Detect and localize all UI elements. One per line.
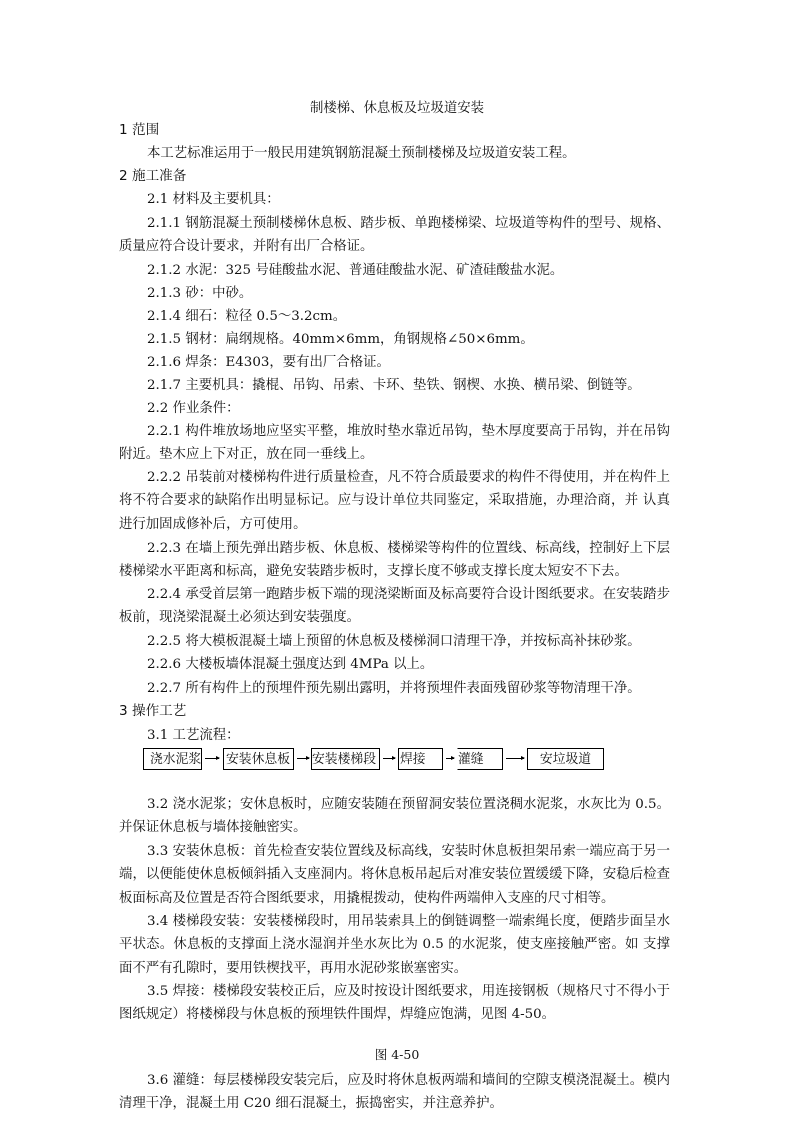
section-heading-preparation: 2 施工准备 — [119, 168, 187, 184]
flow-step: 浇水泥浆 — [143, 748, 202, 770]
paragraph: 2.1.2 水泥：325 号硅酸盐水泥、普通硅酸盐水泥、矿渣硅酸盐水泥。 — [147, 263, 564, 278]
arrow-right-icon — [383, 758, 395, 759]
arrow-right-icon — [297, 758, 309, 759]
paragraph: 3.1 工艺流程： — [147, 728, 240, 743]
paragraph: 3.6 灌缝：每层楼梯段安装完后，应及时将休息板两端和墙间的空隙支模浇混凝土。模内清理干净，混凝土用 C20 细石混凝土，振捣密实，并注意养护。 — [119, 1073, 670, 1112]
paragraph: 2.1.6 焊条：E4303，要有出厂合格证。 — [147, 355, 390, 370]
figure-caption: 图 4-50 — [374, 1047, 420, 1062]
paragraph: 3.4 楼梯段安装：安装楼梯段时，用吊装索具上的倒链调整一端索绳长度，便踏步面呈水平状态。休息板的支撑面上浇水湿润并坐水灰比为 0.5 的水泥浆，使支座接触严密。如 支撑面不严有孔隙时，要用铁楔找平，再用水泥砂浆嵌塞密实。 — [119, 914, 670, 976]
paragraph: 3.2 浇水泥浆；安休息板时，应随安装随在预留洞安装位置浇稠水泥浆，水灰比为 0.5。并保证休息板与墙体接触密实。 — [119, 797, 670, 836]
flow-step: 安装休息板 — [223, 748, 294, 770]
paragraph: 2.2.1 构件堆放场地应坚实平整，堆放时垫水靠近吊钩，垫木厚度要高于吊钩，并在吊钩附近。垫木应上下对正，放在同一垂线上。 — [119, 424, 670, 463]
arrow-right-icon — [446, 758, 454, 759]
paragraph: 2.1.1 钢筋混凝土预制楼梯休息板、踏步板、单跑楼梯梁、垃圾道等构件的型号、规格、质量应符合设计要求，并附有出厂合格证。 — [119, 216, 670, 255]
paragraph: 3.3 安装休息板：首先检查安装位置线及标高线，安装时休息板担架吊索一端应高于另一端，以便能使休息板倾斜插入支座洞内。将休息板吊起后对准安装位置缓缓下降，安稳后检查板面标高及位置是否符合图纸要求，用撬棍拨动，使构件两端伸入支座的尺寸相等。 — [119, 844, 670, 906]
paragraph: 2.2.6 大楼板墙体混凝土强度达到 4MPa 以上。 — [147, 657, 434, 672]
paragraph: 2.1.5 钢材：扁纲规格。40mm×6mm，角钢规格∠50×6mm。 — [147, 332, 534, 347]
document-title: 制楼梯、休息板及垃圾道安装 — [309, 101, 485, 116]
paragraph: 2.2.2 吊装前对楼梯构件进行质量检查，凡不符合质最要求的构件不得使用，并在构件上将不符合要求的缺陷作出明显标记。应与设计单位共同鉴定，采取措施，办理洽商，并 认真进行加固成修补后，方可使用。 — [119, 470, 670, 532]
paragraph: 2.2.4 承受首层第一跑踏步板下端的现浇梁断面及标高要符合设计图纸要求。在安装踏步板前，现浇梁混凝土必须达到安装强度。 — [119, 587, 670, 626]
paragraph: 3.5 焊接：楼梯段安装校正后，应及时按设计图纸要求，用连接钢板（规格尺寸不得小于图纸规定）将楼梯段与休息板的预埋铁件围焊，焊缝应饱满，见图 4-50。 — [119, 984, 670, 1023]
paragraph: 2.2 作业条件： — [147, 401, 240, 416]
arrow-right-icon — [205, 758, 219, 759]
paragraph: 2.1.3 砂：中砂。 — [147, 286, 253, 301]
paragraph: 2.1.4 细石：粒径 0.5～3.2cm。 — [147, 309, 347, 324]
paragraph: 2.2.7 所有构件上的预埋件预先剔出露明，并将预埋件表面残留砂浆等物清理干净。 — [147, 681, 641, 696]
section-heading-scope: 1 范围 — [119, 122, 160, 138]
flow-step: 焊接 — [398, 748, 443, 770]
arrow-right-icon — [506, 758, 524, 759]
paragraph: 2.2.5 将大模板混凝土墙上预留的休息板及楼梯洞口清理干净，并按标高补抹砂浆。 — [147, 634, 641, 649]
paragraph: 2.2.3 在墙上预先弹出踏步板、休息板、楼梯梁等构件的位置线、标高线，控制好上下层楼梯梁水平距离和标高，避免安装踏步板时，支撑长度不够或支撑长度太短安不下去。 — [119, 541, 670, 580]
paragraph: 2.1.7 主要机具：撬棍、吊钩、吊索、卡环、垫铁、钢楔、水换、横吊梁、倒链等。 — [147, 378, 641, 393]
flow-step: 安垃圾道 — [527, 748, 604, 770]
section-heading-process: 3 操作工艺 — [119, 703, 187, 719]
flow-step: 安装楼梯段 — [311, 748, 380, 770]
paragraph: 本工艺标准运用于一般民用建筑钢筋混凝土预制楼梯及垃圾道安装工程。 — [147, 146, 576, 161]
flow-step: 灌缝 — [457, 748, 503, 770]
paragraph: 2.1 材料及主要机具： — [147, 192, 280, 207]
